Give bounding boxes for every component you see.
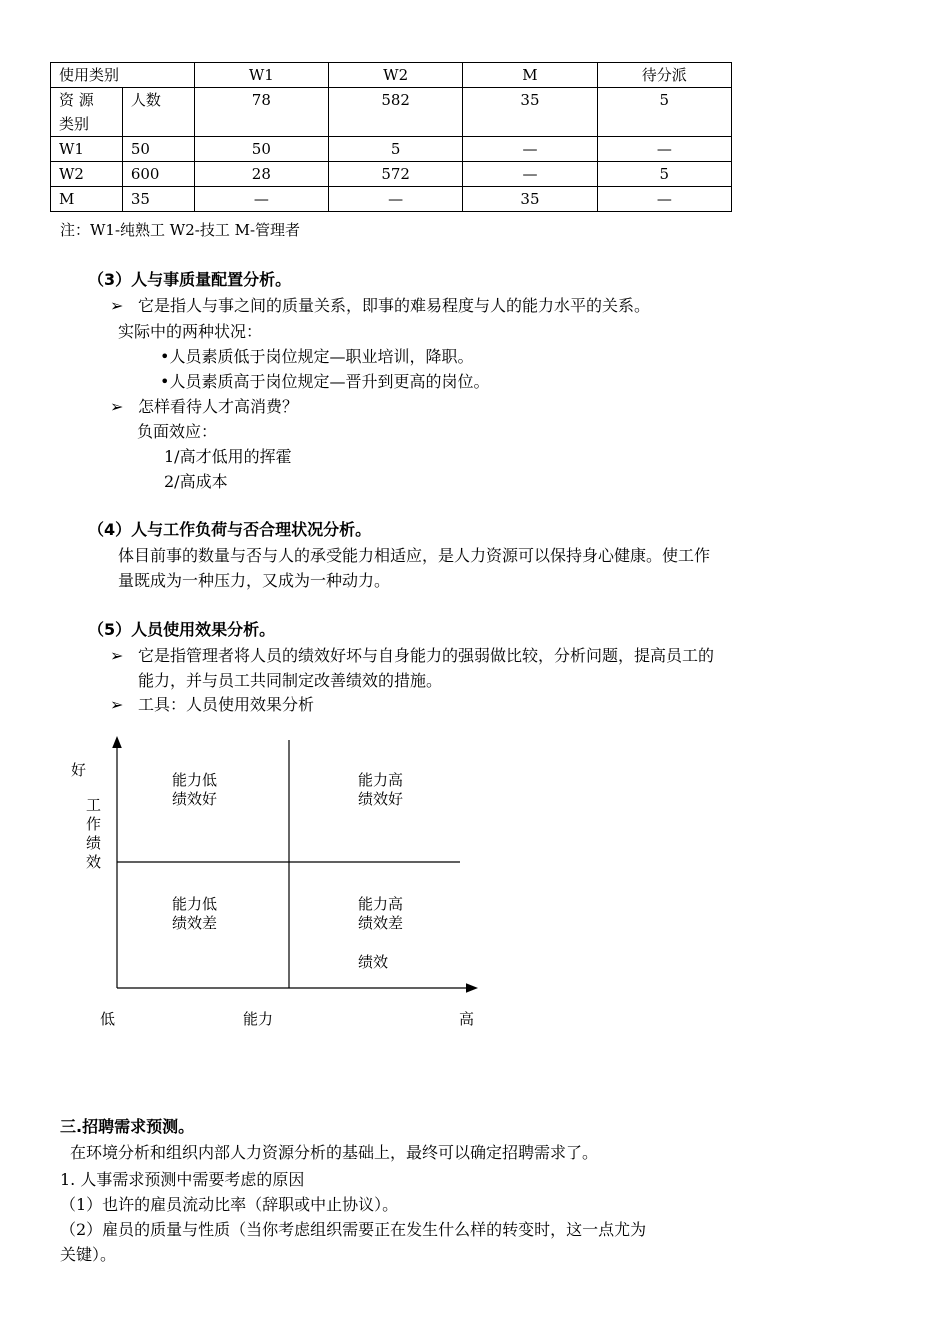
- resource-label-cell: 资 源 类别: [51, 88, 123, 137]
- section3-dot1: •人员素质低于岗位规定—职业培训，降职。: [160, 347, 474, 366]
- x-axis-label: 能力: [243, 1010, 274, 1028]
- table-cell: M: [51, 187, 123, 212]
- section-three-point1: （1）也许的雇员流动比率（辞职或中止协议）。: [60, 1195, 399, 1214]
- section-three-point2-cont: 关键）。: [60, 1245, 117, 1264]
- section5-heading: （5）人员使用效果分析。: [88, 620, 276, 639]
- table-cell: —: [463, 137, 597, 162]
- quadrant-top-right: [358, 771, 403, 809]
- y-axis-label: [86, 796, 101, 872]
- arrow-bullet-icon: ➢: [110, 695, 124, 714]
- table-cell: 572: [329, 162, 463, 187]
- bullet-text: 它是指管理者将人员的绩效好坏与自身能力的强弱做比较，分析问题，提高员工的: [138, 646, 715, 665]
- table-cell: 582: [329, 88, 463, 137]
- y-axis-char: 绩: [86, 834, 102, 852]
- section4-heading: （4）人与工作负荷与否合理状况分析。: [88, 520, 372, 539]
- section3-sub-heading: 实际中的两种状况：: [118, 322, 263, 341]
- x-axis-high-label: 高: [459, 1010, 475, 1028]
- table-cell: 50: [122, 137, 194, 162]
- table-cell: 600: [122, 162, 194, 187]
- quadrant-extra-label: 绩效: [358, 953, 389, 971]
- section5-bullet1-cont: 能力，并与员工共同制定改善绩效的措施。: [138, 671, 443, 690]
- bullet-text: 它是指人与事之间的质量关系，即事的难易程度与人的能力水平的关系。: [138, 296, 651, 315]
- table-cell: W2: [51, 162, 123, 187]
- section-three-item1: 1. 人事需求预测中需要考虑的原因: [60, 1170, 305, 1189]
- quadrant-line: 绩效好: [172, 790, 218, 808]
- table-cell: 28: [194, 162, 328, 187]
- table-cell: 78: [194, 88, 328, 137]
- section3-effect1: 1/高才低用的挥霍: [164, 447, 292, 466]
- table-cell: —: [194, 187, 328, 212]
- quadrant-line: 绩效差: [172, 914, 218, 932]
- quadrant-line: 绩效好: [358, 790, 404, 808]
- arrow-bullet-icon: ➢: [110, 296, 124, 315]
- section-three-point2: （2）雇员的质量与性质（当你考虑组织需要正在发生什么样的转变时，这一点尤为: [60, 1220, 647, 1239]
- table-cell: 5: [329, 137, 463, 162]
- section-three-heading: 三.招聘需求预测。: [60, 1117, 195, 1136]
- header-cell: 使用类别: [51, 63, 195, 88]
- table-cell: 35: [463, 88, 597, 137]
- section3-dot2: •人员素质高于岗位规定—晋升到更高的岗位。: [160, 372, 490, 391]
- quadrant-line: 能力高: [358, 771, 404, 789]
- header-cell: M: [463, 63, 597, 88]
- table-cell: —: [463, 162, 597, 187]
- section3-negative: 负面效应：: [137, 422, 218, 441]
- count-label-cell: 人数: [122, 88, 194, 137]
- x-axis-low-label: 低: [100, 1010, 116, 1028]
- bullet-text: 工具：人员使用效果分析: [138, 695, 315, 714]
- quadrant-line: 能力低: [172, 771, 218, 789]
- section3-heading: （3）人与事质量配置分析。: [88, 270, 292, 289]
- header-cell: W2: [329, 63, 463, 88]
- y-axis-char: 工: [86, 796, 102, 814]
- table-cell: 5: [597, 88, 731, 137]
- y-axis-char: 效: [86, 853, 102, 871]
- table-cell: 35: [122, 187, 194, 212]
- y-axis-high-label: 好: [71, 761, 87, 779]
- table-cell: W1: [51, 137, 123, 162]
- table-note: 注：W1-纯熟工 W2-技工 M-管理者: [60, 221, 301, 239]
- bullet-text: 怎样看待人才高消费？: [138, 397, 299, 416]
- section4-line1: 体目前事的数量与否与人的承受能力相适应，是人力资源可以保持身心健康。使工作: [118, 546, 711, 565]
- quadrant-line: 绩效差: [358, 914, 404, 932]
- quadrant-top-left: [172, 771, 217, 809]
- table-cell: —: [597, 137, 731, 162]
- section3-effect2: 2/高成本: [164, 472, 228, 491]
- arrow-bullet-icon: ➢: [110, 397, 124, 416]
- arrow-bullet-icon: ➢: [110, 646, 124, 665]
- y-axis-char: 作: [86, 815, 102, 833]
- quadrant-line: 能力高: [358, 895, 404, 913]
- header-cell: 待分派: [597, 63, 731, 88]
- section-three-intro: 在环境分析和组织内部人力资源分析的基础上，最终可以确定招聘需求了。: [70, 1143, 599, 1162]
- table-cell: —: [597, 187, 731, 212]
- section4-line2: 量既成为一种压力，又成为一种动力。: [118, 571, 391, 590]
- table-cell: —: [329, 187, 463, 212]
- quadrant-line: 能力低: [172, 895, 218, 913]
- table-cell: 50: [194, 137, 328, 162]
- quadrant-bottom-right: [358, 895, 403, 933]
- quadrant-bottom-left: [172, 895, 217, 933]
- header-cell: W1: [194, 63, 328, 88]
- table-cell: 5: [597, 162, 731, 187]
- table-cell: 35: [463, 187, 597, 212]
